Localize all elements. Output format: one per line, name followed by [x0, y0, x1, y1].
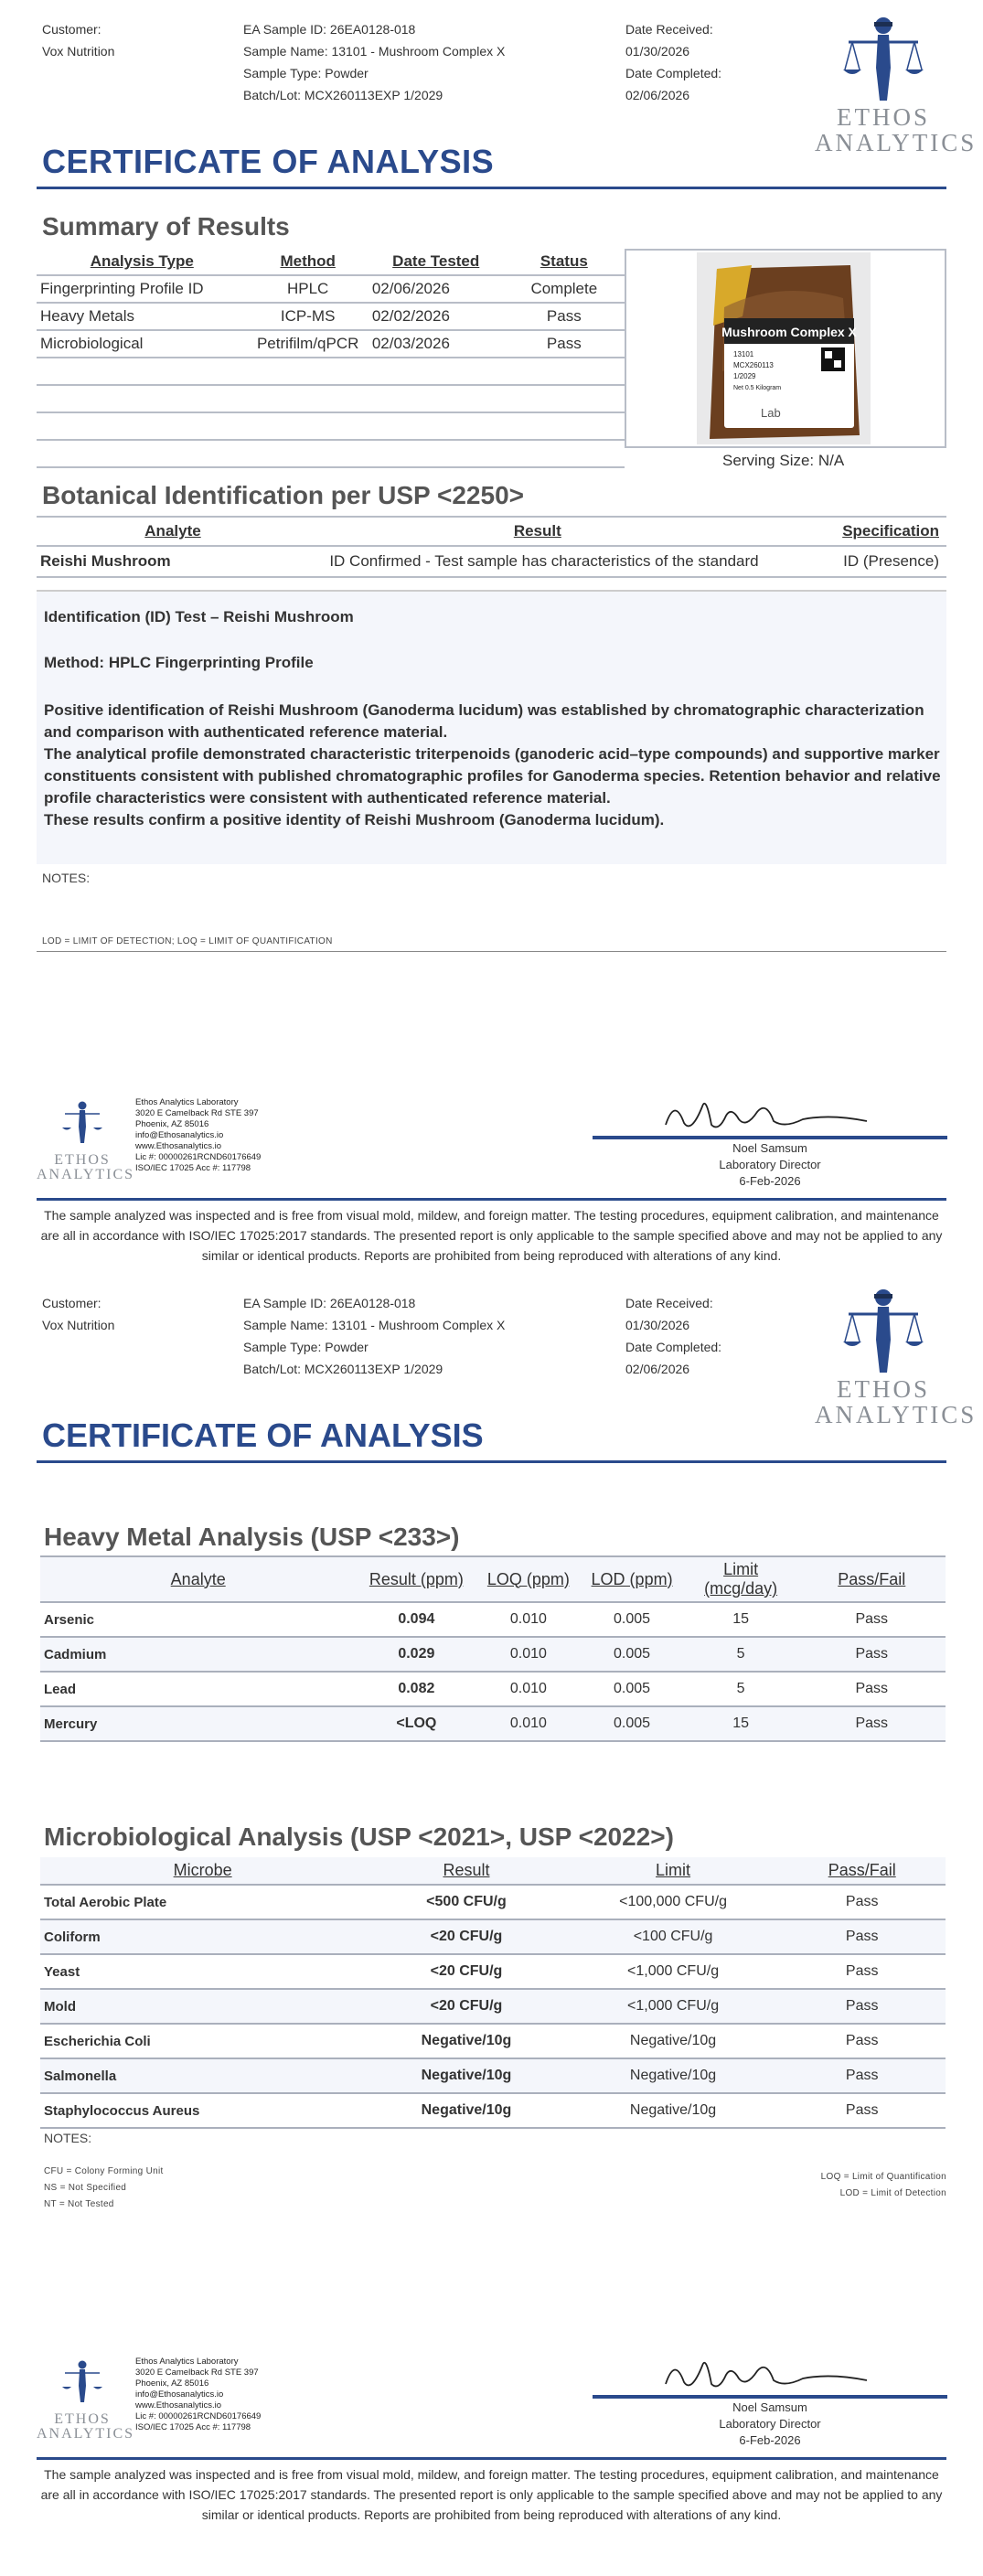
- ethos-logo: [815, 1285, 978, 1449]
- summary-heading: Summary of Results: [42, 212, 290, 240]
- cell: 5: [736, 1681, 745, 1696]
- date-completed-label: Date Completed:: [625, 66, 722, 80]
- customer-name: Vox Nutrition: [42, 44, 115, 59]
- cell: 0.010: [509, 1681, 547, 1696]
- cell: <1,000 CFU/g: [627, 1963, 720, 1979]
- footer-rule: [37, 2457, 946, 2460]
- col-method: Method: [280, 252, 336, 270]
- cell: 0.010: [509, 1646, 547, 1662]
- footer-logo-word-1: ETHOS: [54, 1152, 111, 1168]
- lab-iso: ISO/IEC 17025 Acc #: 117798: [135, 2422, 251, 2432]
- footer-rule: [37, 1198, 946, 1201]
- cell: 0.005: [614, 1716, 651, 1731]
- bag-label-line3: 1/2029: [733, 372, 756, 380]
- cell: Negative/10g: [629, 2102, 717, 2118]
- lab-website: www.Ethosanalytics.io: [135, 1141, 221, 1151]
- customer-label: Customer:: [42, 22, 102, 37]
- justice-scale-icon: [59, 2355, 105, 2408]
- signer-title: Laboratory Director: [719, 1158, 821, 1171]
- table-row: [40, 1672, 946, 1706]
- title-rule: [37, 1460, 946, 1463]
- cell: Fingerprinting Profile ID: [40, 280, 204, 297]
- cell: Salmonella: [44, 2068, 117, 2084]
- cell: Staphylococcus Aureus: [44, 2102, 200, 2119]
- summary-row: [37, 275, 625, 303]
- title-rule: [37, 187, 946, 189]
- date-completed: 02/06/2026: [625, 1362, 690, 1376]
- lab-city: Phoenix, AZ 85016: [135, 2378, 209, 2389]
- lod-note: LOD = Limit of Detection: [839, 2188, 946, 2198]
- bag-label-title: Mushroom Complex X: [721, 325, 857, 339]
- justice-scale-icon: [59, 1096, 105, 1149]
- lab-name: Ethos Analytics Laboratory: [135, 2357, 239, 2367]
- cell: <20 CFU/g: [430, 1963, 503, 1979]
- sample-name: Sample Name: 13101 - Mushroom Complex X: [243, 1318, 506, 1332]
- disclaimer: The sample analyzed was inspected and is free from visual mold, mildew, and foreign matter. The testing procedures, equipment calibration, and maintenance are all in accordance with ISO/IEC 17025:2017 standards. The presented report is only applicable to the sample specified above and may not be applied to any similar or identical products. Reports are prohibited from being reproduced with alterations of any kind.: [40, 1208, 943, 1263]
- micro-heading: Microbiological Analysis (USP <2021>, USP <2022>): [44, 1822, 674, 1851]
- cfu-note: CFU = Colony Forming Unit: [44, 2166, 164, 2176]
- cell: 15: [732, 1716, 749, 1731]
- lab-address: [135, 2357, 261, 2433]
- lab-street: 3020 E Camelback Rd STE 397: [135, 2368, 259, 2378]
- identification-panel: [37, 590, 946, 864]
- cell: 0.005: [614, 1681, 651, 1696]
- report-header: [0, 0, 983, 192]
- cell: Complete: [530, 280, 598, 297]
- table-row: [40, 2058, 946, 2093]
- footer-logo: [37, 2355, 135, 2442]
- summary-row-empty: [37, 385, 625, 412]
- cell: Pass: [546, 335, 582, 352]
- sample-name: Sample Name: 13101 - Mushroom Complex X: [243, 44, 506, 59]
- botanical-row: [37, 546, 946, 577]
- summary-row-empty: [37, 440, 625, 467]
- ns-note: NS = Not Specified: [44, 2183, 127, 2193]
- customer-label: Customer:: [42, 1296, 102, 1310]
- product-bag-image: [697, 252, 871, 444]
- lab-license: Lic #: 00000261RCND60176649: [135, 2411, 262, 2421]
- col-date-tested: Date Tested: [392, 252, 480, 270]
- bag-label-line1: 13101: [733, 350, 754, 358]
- cell: Escherichia Coli: [44, 2033, 151, 2049]
- micro-table: [40, 1857, 946, 2129]
- cell: 0.082: [398, 1681, 435, 1696]
- cell: Pass: [845, 2068, 879, 2083]
- signature-rule: [593, 2395, 947, 2399]
- cell: Lead: [44, 1681, 77, 1697]
- summary-table: [37, 249, 625, 468]
- ethos-logo: [815, 13, 978, 177]
- signer-name: Noel Samsum: [732, 1141, 807, 1155]
- lab-email: info@Ethosanalytics.io: [135, 2389, 224, 2400]
- footer-logo-word-2: ANALYTICS: [37, 2426, 135, 2442]
- cell: Pass: [855, 1716, 889, 1731]
- page-1: [0, 0, 983, 1276]
- date-received-label: Date Received:: [625, 22, 713, 37]
- cell: 02/06/2026: [371, 280, 450, 297]
- loq-note: LOQ = Limit of Quantification: [820, 2172, 946, 2182]
- summary-row: [37, 303, 625, 330]
- col-pass-fail: Pass/Fail: [838, 1569, 906, 1588]
- footer-logo: [37, 1096, 135, 1182]
- cell: <500 CFU/g: [426, 1894, 507, 1909]
- cell: Pass: [845, 1929, 879, 1944]
- cell: 0.010: [509, 1716, 547, 1731]
- disclaimer: The sample analyzed was inspected and is free from visual mold, mildew, and foreign matter. The testing procedures, equipment calibration, and maintenance are all in accordance with ISO/IEC 17025:2017 standards. The presented report is only applicable to the sample specified above and may not be applied to any similar or identical products. Reports are prohibited from being reproduced with alterations of any kind.: [40, 2467, 943, 2522]
- table-row: [40, 2093, 946, 2128]
- bag-label-weight: Net 0.5 Kilogram: [733, 385, 782, 391]
- serving-size: Serving Size: N/A: [722, 452, 845, 469]
- cell: Microbiological: [40, 335, 144, 352]
- id-para-1: Positive identification of Reishi Mushroom (Ganoderma lucidum) was established by chromatographic characterization and comparison with authenticated reference material.: [44, 701, 924, 741]
- cell: Mercury: [44, 1716, 98, 1732]
- col-status: Status: [540, 252, 588, 270]
- table-row: [40, 1637, 946, 1672]
- cell: 0.005: [614, 1646, 651, 1662]
- cell: Pass: [845, 2033, 879, 2048]
- id-test-title: Identification (ID) Test – Reishi Mushroom: [44, 608, 354, 625]
- justice-scale-icon: [838, 1285, 929, 1376]
- page-title: CERTIFICATE OF ANALYSIS: [42, 143, 495, 180]
- summary-row-empty: [37, 358, 625, 385]
- botanical-table: [37, 518, 946, 578]
- page-2: [0, 1276, 983, 2551]
- cell: Negative/10g: [421, 2033, 512, 2048]
- cell: 02/02/2026: [371, 307, 450, 325]
- summary-row: [37, 330, 625, 358]
- col-result: Result (ppm): [369, 1569, 464, 1588]
- heavy-metals-heading: Heavy Metal Analysis (USP <233>): [44, 1523, 460, 1551]
- cell: Pass: [845, 1963, 879, 1979]
- cell: Pass: [845, 1894, 879, 1909]
- date-received: 01/30/2026: [625, 1318, 690, 1332]
- signature-block: [593, 2347, 947, 2457]
- table-row: [40, 2024, 946, 2058]
- cell: <20 CFU/g: [430, 1998, 503, 2014]
- date-received: 01/30/2026: [625, 44, 690, 59]
- notes-label: NOTES:: [44, 2131, 92, 2145]
- cell: Heavy Metals: [40, 307, 134, 325]
- lab-email: info@Ethosanalytics.io: [135, 1130, 224, 1140]
- sample-type: Sample Type: Powder: [243, 1340, 369, 1354]
- cell: <100 CFU/g: [633, 1929, 713, 1944]
- cell: Yeast: [44, 1963, 80, 1980]
- col-result: Result: [513, 522, 561, 540]
- cell: <100,000 CFU/g: [619, 1894, 727, 1909]
- cell: 0.029: [398, 1646, 435, 1662]
- page-title: CERTIFICATE OF ANALYSIS: [42, 1416, 484, 1454]
- bag-label-line2: MCX260113: [733, 361, 774, 369]
- heavy-metals-table: [40, 1555, 946, 1742]
- specification: ID (Presence): [843, 552, 939, 570]
- cell: Coliform: [44, 1929, 101, 1945]
- summary-row-empty: [37, 412, 625, 440]
- lab-name: Ethos Analytics Laboratory: [135, 1097, 239, 1107]
- signature-block: [593, 1088, 947, 1198]
- result: ID Confirmed - Test sample has characteristics of the standard: [329, 552, 759, 570]
- cell: Negative/10g: [421, 2102, 512, 2118]
- cell: Arsenic: [44, 1611, 95, 1628]
- col-analysis-type: Analysis Type: [90, 252, 194, 270]
- col-loq: LOQ (ppm): [486, 1569, 570, 1588]
- nt-note: NT = Not Tested: [44, 2199, 114, 2209]
- table-row: [40, 1706, 946, 1741]
- sample-id: EA Sample ID: 26EA0128-018: [243, 22, 416, 37]
- botanical-heading: Botanical Identification per USP <2250>: [42, 481, 524, 509]
- footer-logo-word-2: ANALYTICS: [37, 1167, 135, 1182]
- lod-note: LOD = LIMIT OF DETECTION; LOQ = LIMIT OF QUANTIFICATION: [42, 936, 333, 946]
- logo-word-1: ETHOS: [837, 1375, 930, 1403]
- sign-date: 6-Feb-2026: [739, 1174, 801, 1188]
- customer-name: Vox Nutrition: [42, 1318, 115, 1332]
- table-row: [40, 1885, 946, 1919]
- col-analyte: Analyte: [144, 522, 201, 540]
- cell: Pass: [845, 1998, 879, 2014]
- batch-lot: Batch/Lot: MCX260113EXP 1/2029: [243, 88, 443, 102]
- cell: Petrifilm/qPCR: [256, 335, 359, 352]
- cell: Negative/10g: [629, 2068, 717, 2083]
- logo-word-2: ANALYTICS: [815, 129, 978, 156]
- footer: [0, 2347, 983, 2576]
- col-result: Result: [443, 1861, 490, 1879]
- lab-address: [135, 1097, 261, 1174]
- cell: Pass: [546, 307, 582, 325]
- sample-id: EA Sample ID: 26EA0128-018: [243, 1296, 416, 1310]
- analyte: Reishi Mushroom: [40, 552, 171, 570]
- batch-lot: Batch/Lot: MCX260113EXP 1/2029: [243, 1362, 443, 1376]
- col-limit: Limit (mcg/day): [704, 1560, 778, 1598]
- sign-date: 6-Feb-2026: [739, 2433, 801, 2447]
- cell: Total Aerobic Plate: [44, 1894, 167, 1910]
- bag-label-lab: Lab: [761, 406, 781, 420]
- col-limit: Limit: [656, 1861, 691, 1879]
- table-row: [40, 1954, 946, 1989]
- lab-iso: ISO/IEC 17025 Acc #: 117798: [135, 1163, 251, 1173]
- col-analyte: Analyte: [170, 1569, 226, 1588]
- id-para-3: These results confirm a positive identity of Reishi Mushroom (Ganoderma lucidum).: [44, 811, 665, 828]
- cell: Cadmium: [44, 1646, 107, 1662]
- cell: HPLC: [286, 280, 329, 297]
- logo-word-1: ETHOS: [837, 103, 930, 131]
- cell: Pass: [845, 2102, 879, 2118]
- cell: Pass: [855, 1611, 889, 1627]
- divider: [37, 951, 946, 952]
- report-header: [0, 1276, 983, 1468]
- signature-image: [647, 1088, 885, 1138]
- id-method: Method: HPLC Fingerprinting Profile: [44, 654, 314, 671]
- lab-city: Phoenix, AZ 85016: [135, 1119, 209, 1129]
- table-row: [40, 1919, 946, 1954]
- col-specification: Specification: [842, 522, 939, 540]
- cell: Pass: [855, 1681, 889, 1696]
- lab-street: 3020 E Camelback Rd STE 397: [135, 1108, 259, 1118]
- cell: ICP-MS: [280, 307, 336, 325]
- cell: <20 CFU/g: [430, 1929, 503, 1944]
- signature-image: [647, 2347, 885, 2398]
- justice-scale-icon: [838, 13, 929, 104]
- table-row: [40, 1989, 946, 2024]
- col-microbe: Microbe: [173, 1861, 232, 1879]
- col-pass-fail: Pass/Fail: [828, 1861, 896, 1879]
- cell: <1,000 CFU/g: [627, 1998, 720, 2014]
- cell: 02/03/2026: [371, 335, 450, 352]
- lab-license: Lic #: 00000261RCND60176649: [135, 1152, 262, 1162]
- cell: 15: [732, 1611, 749, 1627]
- date-completed: 02/06/2026: [625, 88, 690, 102]
- cell: Negative/10g: [421, 2068, 512, 2083]
- cell: Pass: [855, 1646, 889, 1662]
- lab-website: www.Ethosanalytics.io: [135, 2400, 221, 2410]
- sample-type: Sample Type: Powder: [243, 66, 369, 80]
- cell: 0.005: [614, 1611, 651, 1627]
- cell: Mold: [44, 1998, 76, 2015]
- signer-name: Noel Samsum: [732, 2400, 807, 2414]
- notes-label: NOTES:: [42, 871, 91, 885]
- cell: 5: [736, 1646, 745, 1662]
- cell: Negative/10g: [629, 2033, 717, 2048]
- date-completed-label: Date Completed:: [625, 1340, 722, 1354]
- table-row: [40, 1602, 946, 1637]
- cell: 0.010: [509, 1611, 547, 1627]
- col-lod: LOD (ppm): [591, 1569, 673, 1588]
- date-received-label: Date Received:: [625, 1296, 713, 1310]
- footer-logo-word-1: ETHOS: [54, 2411, 111, 2427]
- signer-title: Laboratory Director: [719, 2417, 821, 2431]
- cell: 0.094: [398, 1611, 435, 1627]
- product-photo: [625, 249, 946, 448]
- logo-word-2: ANALYTICS: [815, 1401, 978, 1428]
- id-para-2: The analytical profile demonstrated characteristic triterpenoids (ganoderic acid–type compounds) and supportive marker constituents consistent with published chromatographic profiles for Ganoderma species. Retention behavior and relative profile characteristics were consistent with authenticated reference material.: [44, 745, 941, 807]
- cell: <LOQ: [396, 1716, 437, 1731]
- signature-rule: [593, 1136, 947, 1139]
